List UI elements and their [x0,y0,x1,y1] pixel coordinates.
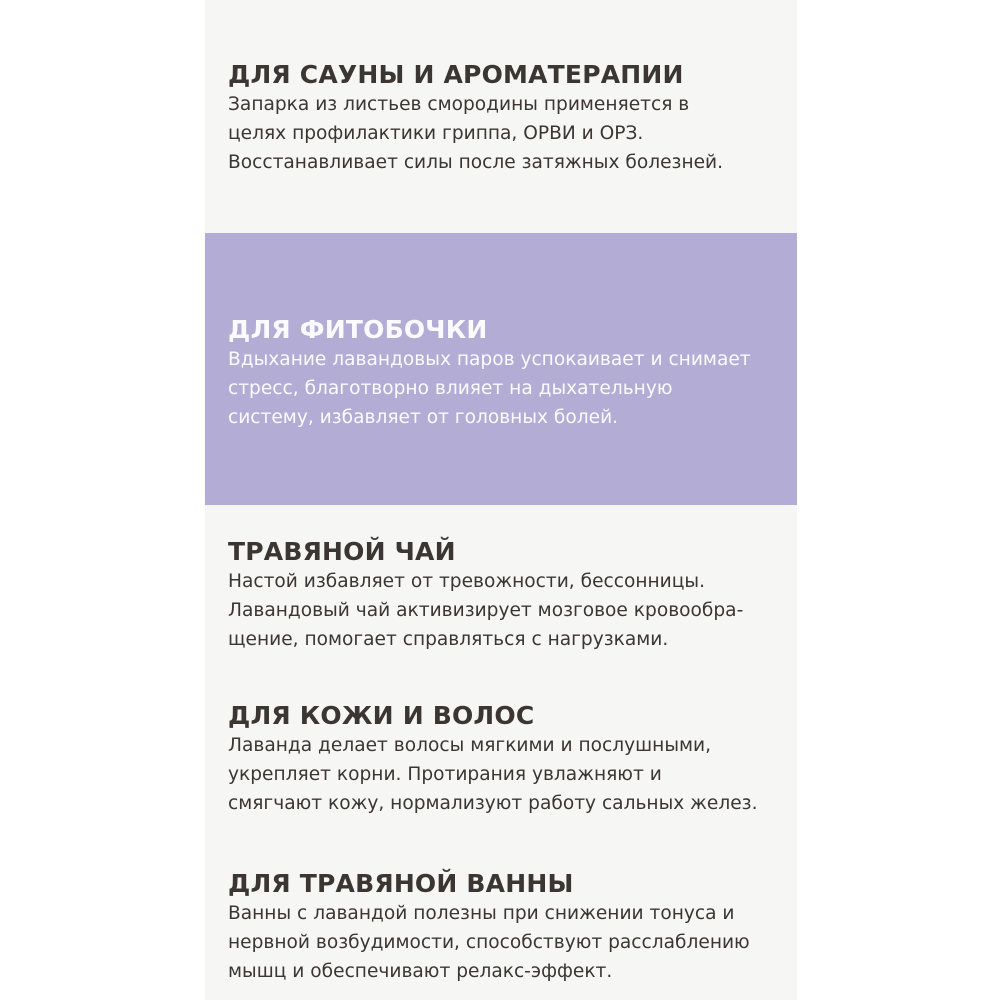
section-title: ДЛЯ ТРАВЯНОЙ ВАННЫ [228,869,574,898]
section-herbal-tea [228,537,793,654]
section-title: ТРАВЯНОЙ ЧАЙ [228,537,456,566]
section-body: Ванны с лавандой полезны при снижении тонуса и нервной возбудимости, способствуют расслаблению мышц и обеспечивают релакс-эффект. [228,903,750,982]
section-phytobarrel [228,315,793,432]
section-body: Запарка из листьев смородины применяется в целях профилактики гриппа, ОРВИ и ОРЗ. Восстанавливает силы после затяжных болезней. [228,94,724,173]
section-skin-hair [228,701,793,818]
section-title: ДЛЯ ФИТОБОЧКИ [228,315,488,344]
section-body: Настой избавляет от тревожности, бессонницы. Лавандовый чай активизирует мозговое кровообра- щение, помогает справляться с нагрузками. [228,571,744,650]
section-body: Лаванда делает волосы мягкими и послушными, укрепляет корни. Протирания увлажняют и смягчают кожу, нормализуют работу сальных желез. [228,735,758,814]
section-title: ДЛЯ САУНЫ И АРОМАТЕРАПИИ [228,60,684,89]
section-herbal-bath [228,869,793,986]
section-body: Вдыхание лавандовых паров успокаивает и снимает стресс, благотворно влияет на дыхательную систему, избавляет от головных болей. [228,349,751,428]
section-sauna [228,60,793,177]
section-title: ДЛЯ КОЖИ И ВОЛОС [228,701,535,730]
